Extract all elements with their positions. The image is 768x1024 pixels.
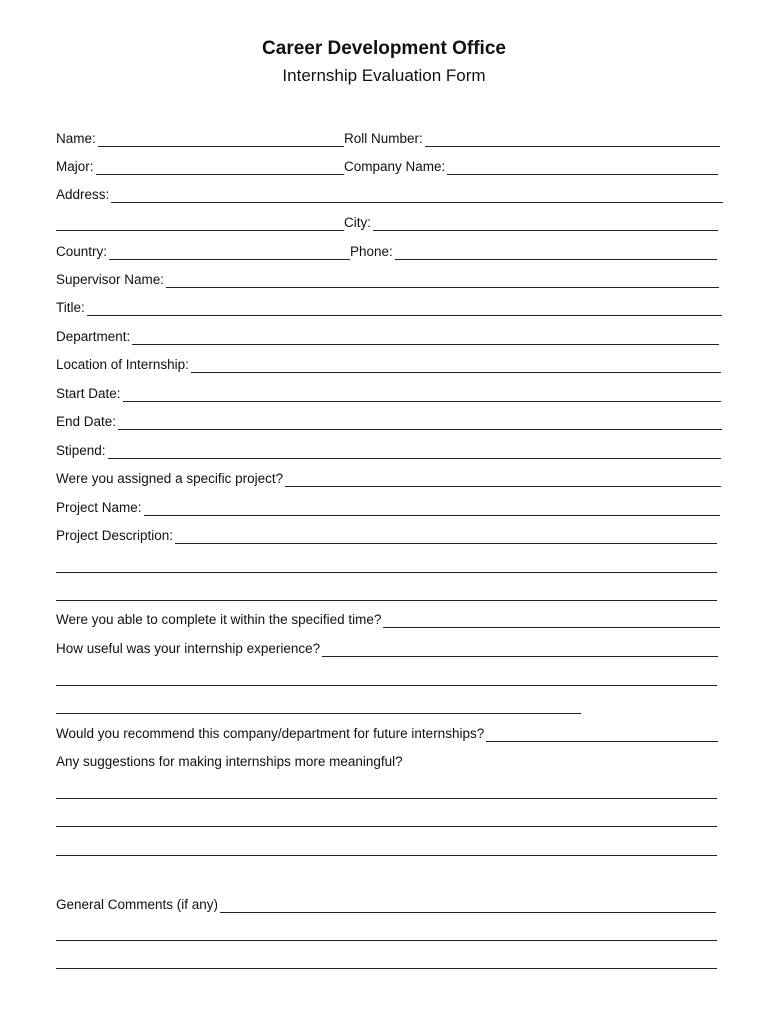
general-comments-line-2[interactable]: [56, 940, 717, 941]
how-useful-line-3[interactable]: [56, 713, 581, 714]
company-name-field[interactable]: [447, 160, 718, 175]
general-comments-field[interactable]: [220, 898, 716, 913]
city-field[interactable]: [373, 216, 718, 231]
project-description-field[interactable]: [175, 529, 717, 544]
city-label: City:: [344, 215, 371, 230]
specific-project-row: [56, 469, 721, 487]
form-title: Internship Evaluation Form: [282, 66, 486, 85]
major-company-row: [56, 157, 718, 175]
stipend-row: [56, 441, 721, 459]
recommend-row: [56, 724, 718, 742]
complete-in-time-label: Were you able to complete it within the specified time?: [56, 612, 382, 627]
address-city-row: [56, 213, 718, 231]
country-field[interactable]: [109, 245, 350, 260]
address-label: Address:: [56, 187, 110, 202]
suggestions-label: Any suggestions for making internships more meaningful?: [56, 754, 403, 769]
project-description-row: [56, 526, 717, 544]
country-phone-row: [56, 242, 717, 260]
end-date-row: [56, 412, 722, 430]
general-comments-line-3[interactable]: [56, 968, 717, 969]
country-label: Country:: [56, 244, 108, 259]
title-field[interactable]: [87, 301, 722, 316]
suggestions-line-2[interactable]: [56, 826, 717, 827]
how-useful-row: [56, 639, 718, 657]
address-field[interactable]: [111, 188, 723, 203]
roll-number-label: Roll Number:: [344, 131, 423, 146]
suggestions-row: [56, 752, 718, 770]
recommend-field[interactable]: [486, 727, 718, 742]
end-date-label: End Date:: [56, 414, 117, 429]
suggestions-line-1[interactable]: [56, 798, 717, 799]
major-label: Major:: [56, 159, 94, 174]
phone-field[interactable]: [395, 245, 717, 260]
phone-label: Phone:: [350, 244, 393, 259]
specific-project-label: Were you assigned a specific project?: [56, 471, 284, 486]
name-label: Name:: [56, 131, 96, 146]
supervisor-name-label: Supervisor Name:: [56, 272, 165, 287]
project-name-label: Project Name:: [56, 500, 142, 515]
complete-in-time-row: [56, 610, 720, 628]
stipend-label: Stipend:: [56, 443, 106, 458]
location-label: Location of Internship:: [56, 357, 189, 372]
address-line2-field[interactable]: [56, 216, 344, 231]
project-description-label: Project Description:: [56, 528, 174, 543]
how-useful-label: How useful was your internship experience?: [56, 641, 321, 656]
supervisor-name-field[interactable]: [166, 273, 719, 288]
complete-in-time-field[interactable]: [383, 613, 720, 628]
department-field[interactable]: [132, 330, 719, 345]
title-row: [56, 298, 722, 316]
office-title: Career Development Office: [262, 38, 506, 59]
recommend-label: Would you recommend this company/department for future internships?: [56, 726, 485, 741]
address-row: [56, 185, 723, 203]
project-description-line-2[interactable]: [56, 572, 717, 573]
start-date-field[interactable]: [123, 387, 721, 402]
stipend-field[interactable]: [108, 444, 721, 459]
start-date-label: Start Date:: [56, 386, 121, 401]
suggestions-line-3[interactable]: [56, 855, 717, 856]
roll-number-field[interactable]: [425, 132, 720, 147]
project-name-field[interactable]: [144, 501, 720, 516]
location-field[interactable]: [191, 358, 721, 373]
project-name-row: [56, 498, 720, 516]
how-useful-line-2[interactable]: [56, 685, 717, 686]
location-row: [56, 355, 721, 373]
major-field[interactable]: [96, 160, 344, 175]
project-description-line-3[interactable]: [56, 600, 717, 601]
general-comments-label: General Comments (if any): [56, 897, 219, 912]
how-useful-field[interactable]: [322, 642, 718, 657]
specific-project-field[interactable]: [285, 472, 721, 487]
start-date-row: [56, 384, 721, 402]
name-roll-row: [56, 129, 720, 147]
supervisor-row: [56, 270, 719, 288]
company-name-label: Company Name:: [344, 159, 446, 174]
department-row: [56, 327, 719, 345]
general-comments-row: [56, 895, 716, 913]
end-date-field[interactable]: [118, 415, 722, 430]
department-label: Department:: [56, 329, 131, 344]
name-field[interactable]: [98, 132, 344, 147]
title-label: Title:: [56, 300, 85, 315]
